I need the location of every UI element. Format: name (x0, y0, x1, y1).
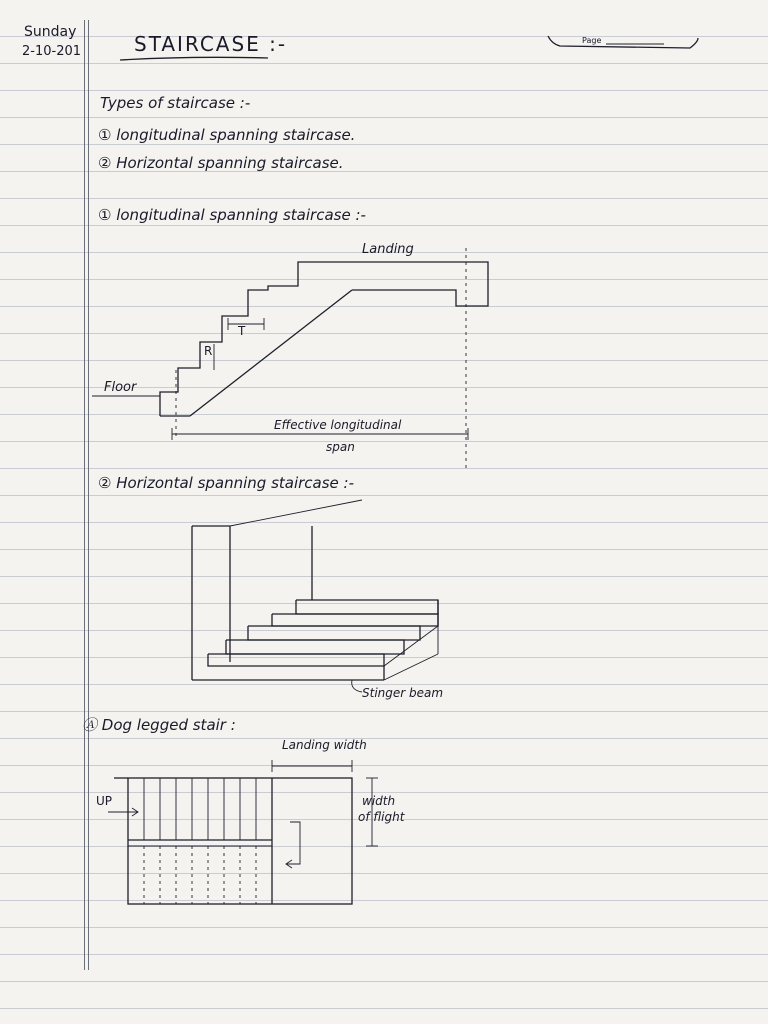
page-title: STAIRCASE :- (134, 32, 288, 56)
floor-label: Floor (104, 380, 137, 395)
section-1-heading: ① longitudinal spanning staircase :- (98, 206, 366, 224)
date-label: 2-10-201 (22, 44, 82, 59)
span-label-line-2: span (326, 440, 355, 454)
page-number-box (548, 36, 698, 48)
types-item-1: ① longitudinal spanning staircase. (98, 126, 356, 144)
landing-width-label: Landing width (282, 738, 367, 752)
section-3-heading: Ⓐ Dog legged stair : (82, 716, 236, 734)
rise-label: R (204, 344, 213, 358)
span-label-line-1: Effective longitudinal (274, 418, 402, 432)
types-heading: Types of staircase :- (100, 94, 251, 112)
page-number-label: Page (582, 36, 602, 45)
tread-label: T (238, 324, 246, 338)
stringer-beam-label: Stinger beam (362, 686, 444, 700)
section-2-heading: ② Horizontal spanning staircase :- (98, 474, 355, 492)
landing-label: Landing (362, 242, 414, 257)
types-item-2: ② Horizontal spanning staircase. (98, 154, 344, 172)
width-label-line-2: of flight (358, 810, 405, 824)
horizontal-staircase-diagram (192, 500, 438, 692)
width-label-line-1: width (362, 794, 396, 808)
longitudinal-staircase-diagram (92, 248, 488, 470)
title-underline (120, 57, 268, 60)
up-label: UP (96, 794, 113, 808)
dog-legged-stair-diagram (108, 760, 378, 904)
day-label: Sunday (24, 24, 77, 40)
